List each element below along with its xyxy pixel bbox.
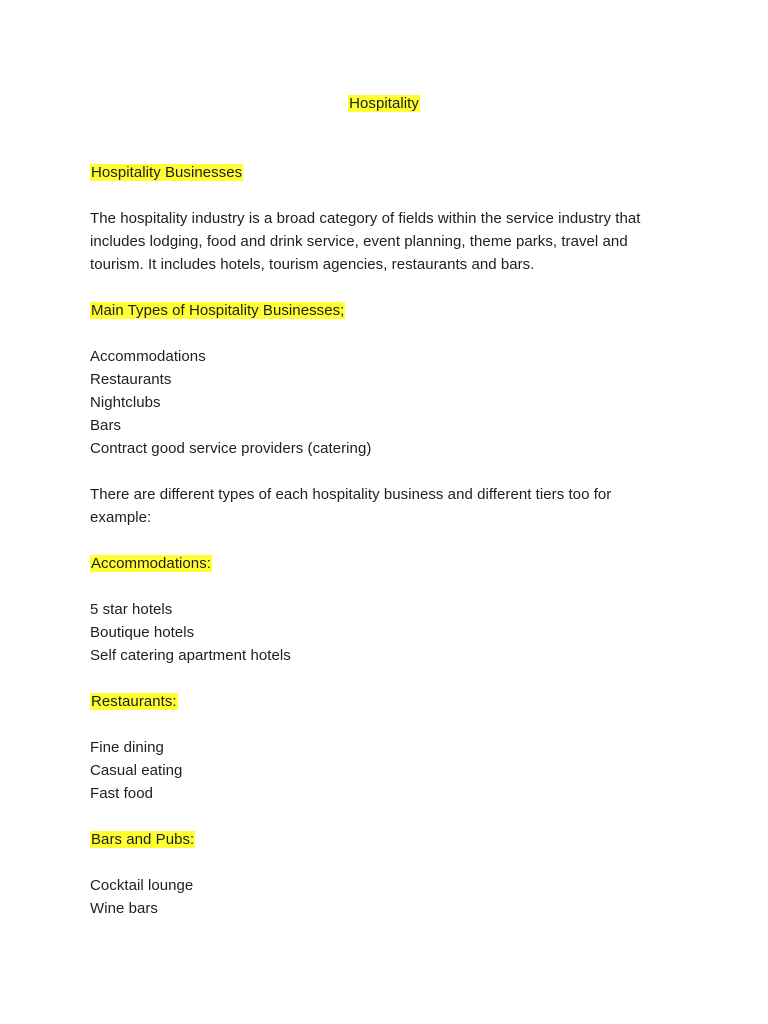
list-item: Casual eating <box>90 762 183 779</box>
section-heading-bars-pubs <box>90 828 690 851</box>
section-heading-restaurants <box>90 690 690 713</box>
section-heading-main-types <box>90 299 690 322</box>
section-heading-hospitality-businesses <box>90 161 690 184</box>
heading-text: Bars and Pubs: <box>91 831 195 848</box>
heading-text: Hospitality Businesses <box>91 164 243 181</box>
list-item: Contract good service providers (catering) <box>90 440 372 457</box>
title-container <box>90 92 678 115</box>
tiers-paragraph: There are different types of each hospitality business and different tiers too for example: <box>90 486 612 526</box>
document-title: Hospitality <box>349 95 419 112</box>
heading-text: Main Types of Hospitality Businesses; <box>91 302 345 319</box>
accommodations-list <box>90 598 690 667</box>
heading-text: Accommodations: <box>91 555 211 572</box>
list-item: Cocktail lounge <box>90 877 194 894</box>
list-item: Restaurants <box>90 371 172 388</box>
bars-pubs-list <box>90 874 690 920</box>
heading-text: Restaurants: <box>91 693 177 710</box>
list-item: 5 star hotels <box>90 601 173 618</box>
list-item: Boutique hotels <box>90 624 195 641</box>
list-item: Fast food <box>90 785 153 802</box>
restaurants-list <box>90 736 690 805</box>
list-item: Nightclubs <box>90 394 161 411</box>
list-item: Fine dining <box>90 739 164 756</box>
list-item: Accommodations <box>90 348 206 365</box>
list-item: Self catering apartment hotels <box>90 647 291 664</box>
section-heading-accommodations <box>90 552 690 575</box>
list-item: Bars <box>90 417 122 434</box>
list-item: Wine bars <box>90 900 158 917</box>
intro-paragraph: The hospitality industry is a broad category of fields within the service industry that includes lodging, food and drink service, event planning, theme parks, travel and tourism. It includes hotels, tourism agencies, restaurants and bars. <box>90 210 641 273</box>
main-types-list <box>90 345 690 460</box>
document-body <box>90 92 690 943</box>
